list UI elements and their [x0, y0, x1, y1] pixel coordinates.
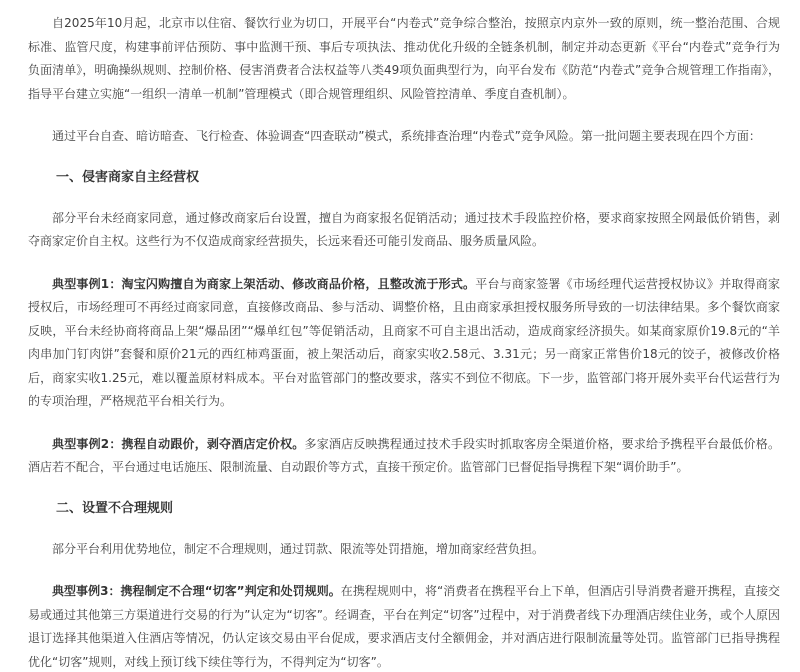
case-lead: 典型事例1：淘宝闪购擅自为商家上架活动、修改商品价格，且整改流于形式。 — [52, 276, 476, 291]
paragraph: 自2025年10月起，北京市以住宿、餐饮行业为切口，开展平台“内卷式”竞争综合整治，按照京内京外一致的原则，统一整治范围、合规标准、监管尺度，构建事前评估预防、事中监测干预、事后专项执法、推动优化升级的全链条机制，制定并动态更新《平台“内卷式”竞争行为负面清单》，明确操纵规则、控制价格、侵害消费者合法权益等八类49项负面典型行为，向平台发布《防范“内卷式”竞争合规管理工作指南》，指导平台建立实施“一组织一清单一机制”管理模式（即合规管理组织、风险管控清单、季度自查机制）。 — [28, 16, 780, 101]
paragraph: 部分平台未经商家同意，通过修改商家后台设置，擅自为商家报名促销活动；通过技术手段监控价格，要求商家按照全网最低价销售，剥夺商家定价自主权。这些行为不仅造成商家经营损失，长远来看还可能引发商品、服务质量风险。 — [28, 210, 780, 248]
case-lead: 典型事例2：携程自动跟价，剥夺酒店定价权。 — [52, 436, 305, 451]
paragraph: 部分平台利用优势地位，制定不合理规则，通过罚款、限流等处罚措施，增加商家经营负担。 — [52, 541, 545, 556]
paragraph: 通过平台自查、暗访暗查、飞行检查、体验调查“四查联动”模式，系统排查治理“内卷式”竞争风险。第一批问题主要表现在四个方面： — [52, 129, 761, 143]
case-paragraph — [28, 580, 780, 672]
section-heading: 一、侵害商家自主经营权 — [55, 169, 199, 185]
case-text: 在携程规则中，将“消费者在携程平台上下单，但酒店引导消费者避开携程，直接交易或通过其他第三方渠道进行交易的行为”认定为“切客”。经调查，平台在判定“切客”过程中，对于消费者线下办理酒店续住业务，或个人原因退订选择其他渠道入住酒店等情况，仍认定该交易由平台促成，要求酒店支付全额佣金，并对酒店进行限制流量等处罚。监管部门已指导携程优化“切客”规则，对线上预订线下续住等行为，不得判定为“切客”。 — [28, 584, 780, 669]
case-text: 多家酒店反映携程通过技术手段实时抓取客房全渠道价格，要求给予携程平台最低价格。酒店若不配合，平台通过电话施压、限制流量、自动跟价等方式，直接干预定价。监管部门已督促指导携程下架“调价助手”。 — [28, 436, 780, 474]
section-heading: 二、设置不合理规则 — [55, 500, 173, 516]
case-text: 平台与商家签署《市场经理代运营授权协议》并取得商家授权后，市场经理可不再经过商家同意，直接修改商品、参与活动、调整价格，且由商家承担授权服务所导致的一切法律结果。多个餐饮商家反映，平台未经协商将商品上架“爆品团”“爆单红包”等促销活动，且商家不可自主退出活动，造成商家经济损失。如某商家原价19.8元的“羊肉串加门钉肉饼”套餐和原价21元的西红柿鸡蛋面，被上架活动后，商家实收2.58元、3.31元；另一商家正常售价18元的饺子，被修改价格后，商家实收1.25元，难以覆盖原材料成本。平台对监管部门的整改要求，落实不到位不彻底。下一步，监管部门将开展外卖平台代运营行为的专项治理，严格规范平台相关行为。 — [28, 276, 780, 408]
case-lead: 典型事例3：携程制定不合理“切客”判定和处罚规则。 — [52, 584, 341, 598]
case-paragraph — [28, 433, 780, 480]
case-paragraph — [28, 273, 780, 414]
